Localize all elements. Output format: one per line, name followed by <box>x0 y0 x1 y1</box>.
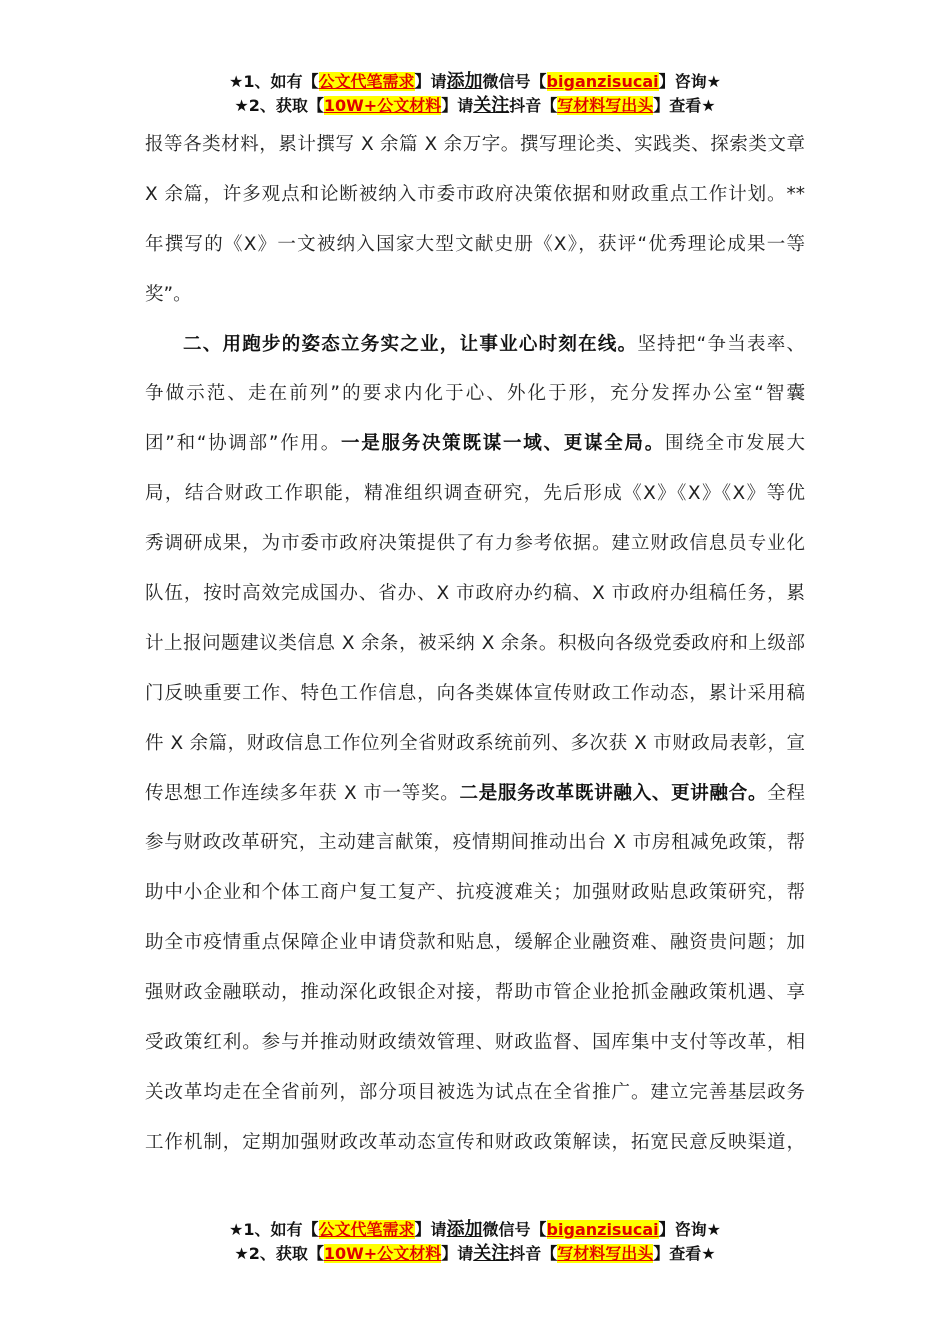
banner-line-2: ★2、获取【10W+公文材料】请关注抖音【写材料写出头】查看★ <box>234 95 716 116</box>
text-segment: 门反映重要工作、特色工作信息，向各类媒体宣传财政工作动态，累计采用稿 <box>145 682 805 704</box>
header-banner <box>0 70 950 118</box>
text-line <box>145 677 805 727</box>
text-segment: 工作机制，定期加强财政改革动态宣传和财政政策解读，拓宽民意反映渠道， <box>145 1131 805 1153</box>
text-segment: 助全市疫情重点保障企业申请贷款和贴息，缓解企业融资难、融资贵问题；加 <box>145 932 805 954</box>
bold-heading-text: 一是服务决策既谋一域、更谋全局。 <box>341 433 665 455</box>
text-segment: 件 X 余篇，财政信息工作位列全省财政系统前列、多次获 X 市财政局表彰，宣 <box>145 732 805 754</box>
document-body <box>145 128 805 1176</box>
text-line <box>145 1126 805 1176</box>
highlight-wechat-id: biganzisucai <box>546 1220 659 1239</box>
text-line <box>145 128 805 178</box>
text-line <box>145 627 805 677</box>
text-line <box>145 926 805 976</box>
text-line <box>145 1076 805 1126</box>
text-segment: 报等各类材料，累计撰写 X 余篇 X 余万字。撰写理论类、实践类、探索类文章 <box>145 134 805 155</box>
text-segment: 年撰写的《X》一文被纳入国家大型文献史册《X》，获评“优秀理论成果一等 <box>145 233 805 255</box>
highlight-wechat-id: biganzisucai <box>546 72 659 91</box>
text-segment: 争做示范、走在前列”的要求内化于心、外化于形，充分发挥办公室“智囊 <box>145 383 805 405</box>
footer-banner <box>0 1218 950 1266</box>
text-line <box>145 727 805 777</box>
highlight-douyin: 写材料写出头 <box>557 1244 654 1263</box>
text-segment: 围绕全市发展大 <box>664 433 805 455</box>
highlight-service: 公文代笔需求 <box>318 1220 415 1239</box>
text-segment: 局，结合财政工作职能，精准组织调查研究，先后形成《X》《X》《X》等优 <box>145 483 805 505</box>
text-line <box>145 527 805 577</box>
text-segment: X 余篇，许多观点和论断被纳入市委市政府决策依据和财政重点工作计划。** <box>145 183 805 205</box>
text-line <box>145 477 805 527</box>
text-line <box>145 1026 805 1076</box>
banner-line-2: ★2、获取【10W+公文材料】请关注抖音【写材料写出头】查看★ <box>234 1243 716 1264</box>
text-line <box>145 777 805 827</box>
text-line <box>145 328 805 378</box>
text-line <box>145 826 805 876</box>
highlight-service: 公文代笔需求 <box>318 72 415 91</box>
text-segment: 关改革均走在全省前列，部分项目被选为试点在全省推广。建立完善基层政务 <box>145 1081 805 1103</box>
text-line <box>145 577 805 627</box>
text-line <box>145 178 805 228</box>
text-segment: 团”和“协调部”作用。 <box>145 433 341 455</box>
text-segment: 坚持把“争当表率、 <box>637 333 805 355</box>
text-segment: 计上报问题建议类信息 X 余条，被采纳 X 余条。积极向各级党委政府和上级部 <box>145 632 805 654</box>
text-segment: 队伍，按时高效完成国办、省办、X 市政府办约稿、X 市政府办组稿任务，累 <box>145 583 805 605</box>
highlight-materials: 10W+公文材料 <box>323 1244 442 1263</box>
text-line <box>145 427 805 477</box>
text-segment: 传思想工作连续多年获 X 市一等奖。 <box>145 782 460 804</box>
text-line <box>145 278 805 328</box>
bold-heading-text: 二是服务改革既讲融入、更讲融合。 <box>459 782 768 804</box>
text-segment: 参与财政改革研究，主动建言献策，疫情期间推动出台 X 市房租减免政策，帮 <box>145 832 805 854</box>
text-segment: 奖”。 <box>145 283 192 305</box>
text-line <box>145 228 805 278</box>
banner-line-1: ★1、如有【公文代笔需求】请添加微信号【biganzisucai】咨询★ <box>229 71 721 92</box>
text-line <box>145 976 805 1026</box>
highlight-materials: 10W+公文材料 <box>323 96 442 115</box>
bold-heading-text: 二、用跑步的姿态立务实之业，让事业心时刻在线。 <box>183 333 638 355</box>
text-line <box>145 377 805 427</box>
text-line <box>145 876 805 926</box>
highlight-douyin: 写材料写出头 <box>557 96 654 115</box>
text-segment: 全程 <box>767 782 805 804</box>
text-segment: 强财政金融联动，推动深化政银企对接，帮助市管企业抢抓金融政策机遇、享 <box>145 982 805 1004</box>
text-segment: 助中小企业和个体工商户复工复产、抗疫渡难关；加强财政贴息政策研究，帮 <box>145 882 805 904</box>
text-segment: 秀调研成果，为市委市政府决策提供了有力参考依据。建立财政信息员专业化 <box>145 533 805 555</box>
text-segment: 受政策红利。参与并推动财政绩效管理、财政监督、国库集中支付等改革，相 <box>145 1032 805 1054</box>
banner-line-1: ★1、如有【公文代笔需求】请添加微信号【biganzisucai】咨询★ <box>229 1219 721 1240</box>
